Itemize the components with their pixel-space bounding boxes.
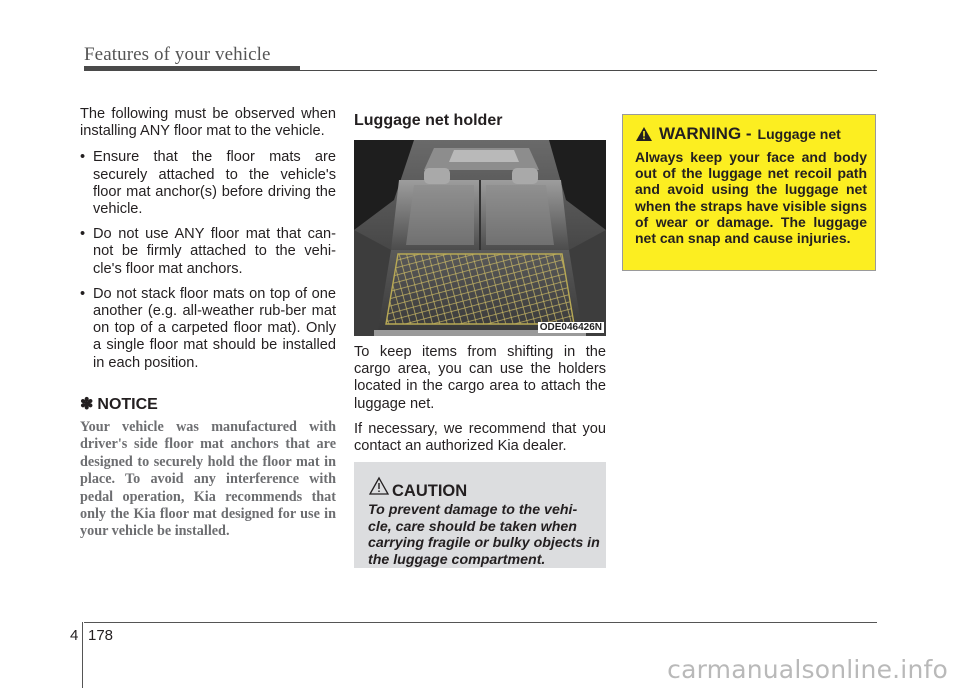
warning-box [622,114,876,271]
caution-body: To prevent damage to the vehi-cle, care should be taken when carrying fragile or bulky objects in the luggage compartment. [368,502,600,568]
warning-heading [635,124,841,144]
warning-body: Always keep your face and body out of the luggage net recoil path and avoid using the luggage net when the straps have visible signs of wear or damage. The luggage net can snap and cause injuries. [635,149,867,247]
bullet-item [80,149,336,218]
bullet-item [80,286,336,372]
watermark: carmanualsonline.info [667,655,948,684]
intro-paragraph: The following must be observed when installing ANY floor mat to the vehicle. [80,106,336,140]
page-header-title: Features of your vehicle [84,44,271,65]
caution-box [354,462,606,568]
bullet-dot: • [80,226,86,243]
warning-triangle-icon [635,126,653,142]
bullet-dot: • [80,285,86,302]
caution-triangle-icon [368,476,390,496]
body-paragraph: To keep items from shifting in the cargo area, you can use the holders located in the cargo area to attach the luggage net. [354,344,606,412]
notice-title: NOTICE [97,395,158,413]
header-rule-thick [84,66,300,71]
notice-star-icon: ✽ [80,395,94,413]
floor-mat-bullet-list [80,149,336,371]
bullet-text: Do not use ANY floor mat that can-not be firmly attached to the vehi-cle's floor mat anchors. [93,226,336,277]
warning-subtitle: Luggage net [757,126,841,142]
header-rule-thin [300,70,877,71]
notice-heading [80,396,336,413]
bullet-dot: • [80,149,86,166]
left-column [80,106,336,550]
caution-heading [368,470,467,501]
notice-body: Your vehicle was manufactured with driver's side floor mat anchors that are designed to securely hold the floor mat in place. To avoid any interference with pedal operation, Kia recommends that only the Kia floor mat designed for use in your vehicle be installed. [80,419,336,540]
footer-divider [82,622,83,688]
bullet-text: Do not stack floor mats on top of one another (e.g. all-weather rub-ber mat on top of a carpeted floor mat). Only a single floor mat should be installed in each position. [93,285,336,371]
bullet-text: Ensure that the floor mats are securely attached to the vehicle's floor mat anchor(s) before driving the vehicle. [93,149,336,218]
luggage-net-text [354,344,606,463]
chapter-number: 4 [70,627,79,644]
cargo-area-illustration [354,140,606,336]
section-title: Luggage net holder [354,112,503,129]
footer-rule [84,622,877,623]
image-code-label: ODE046426N [539,322,602,333]
page-number: 178 [88,627,114,644]
body-paragraph: If necessary, we recommend that you contact an authorized Kia dealer. [354,420,606,455]
middle-column [354,112,606,455]
luggage-net-photo [354,140,606,336]
warning-title: WARNING - [659,124,752,143]
caution-title: CAUTION [392,482,468,500]
bullet-item [80,226,336,278]
